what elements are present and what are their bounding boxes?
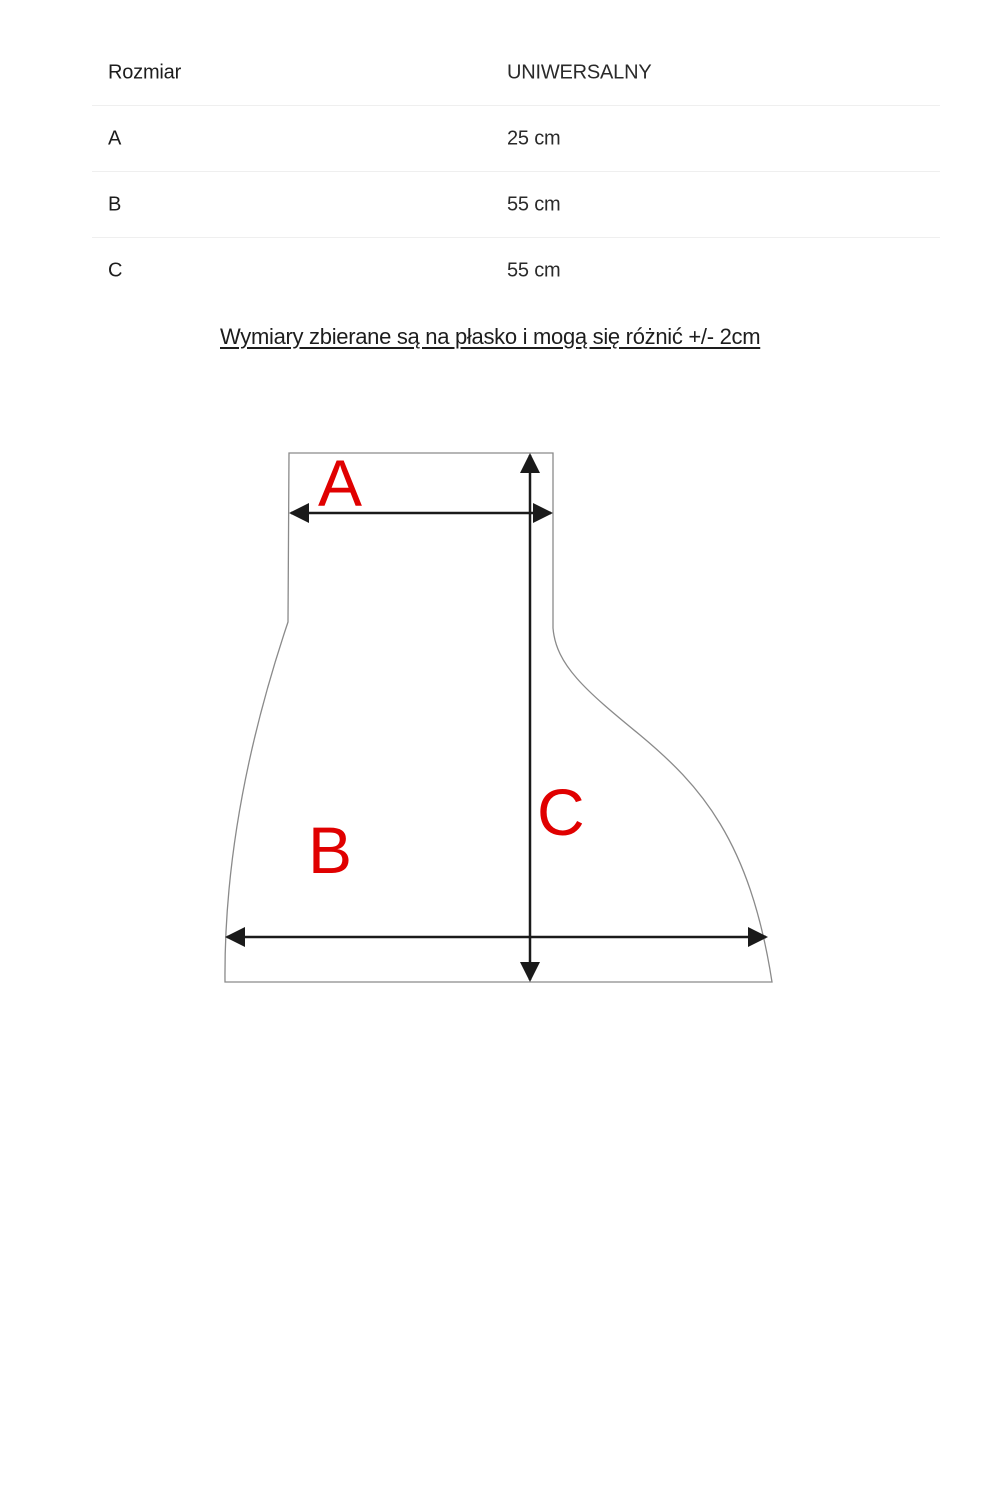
header-size-label: Rozmiar [108, 61, 182, 83]
measurement-note: Wymiary zbierane są na płasko i mogą się różnić +/- 2cm [220, 324, 761, 349]
row-label-c: C [108, 259, 123, 281]
diagram-label-b: B [308, 813, 353, 887]
diagram-label-c: C [537, 775, 585, 849]
diagram-label-a: A [318, 446, 363, 520]
row-label-a: A [108, 127, 122, 149]
row-label-b: B [108, 193, 122, 215]
garment-outline [225, 453, 772, 982]
row-value-a: 25 cm [507, 127, 561, 149]
header-size-value: UNIWERSALNY [507, 61, 652, 83]
row-value-c: 55 cm [507, 259, 561, 281]
row-value-b: 55 cm [507, 193, 561, 215]
